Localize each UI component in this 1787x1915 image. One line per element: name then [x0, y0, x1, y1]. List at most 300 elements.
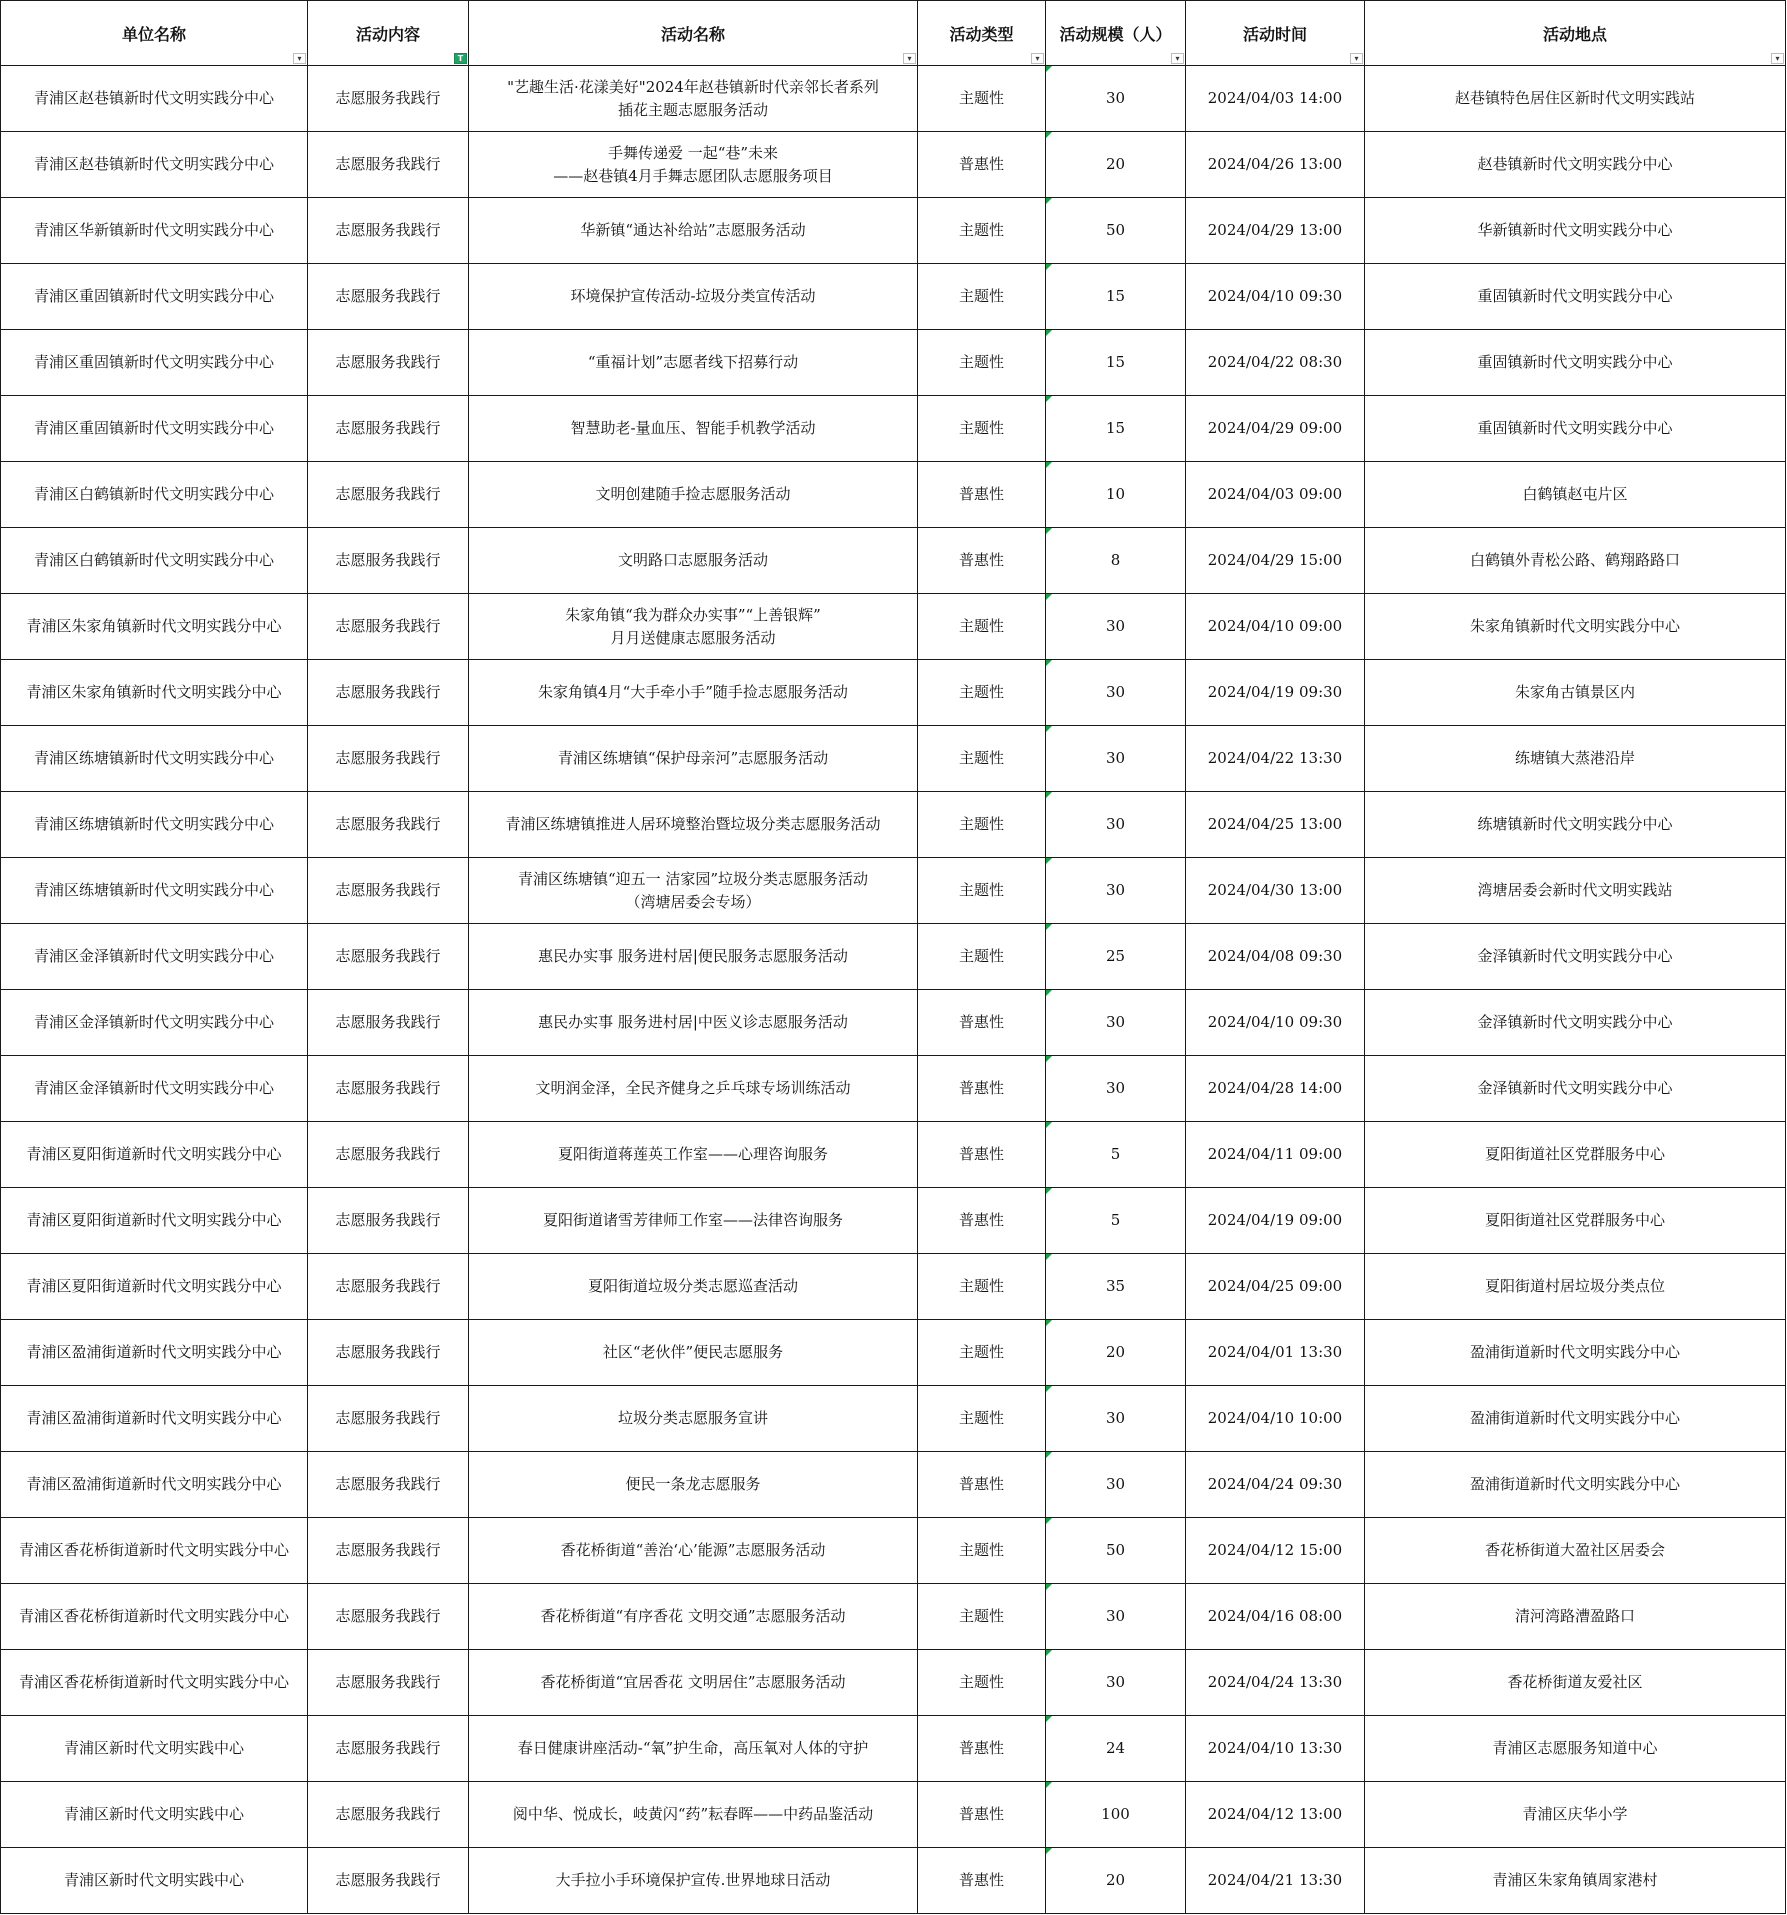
activity-time-header[interactable] — [1186, 1, 1365, 66]
activity-name-line: 月月送健康志愿服务活动 — [610, 628, 776, 647]
activity-time-cell-text: 2024/04/25 09:00 — [1207, 1277, 1343, 1295]
activity-name-cell[interactable] — [469, 1584, 918, 1650]
activity-place-cell[interactable] — [1365, 1584, 1786, 1650]
unit-name-cell[interactable] — [1, 1254, 308, 1320]
number-as-text-indicator-icon — [1046, 396, 1052, 402]
activity-content-cell[interactable] — [308, 330, 469, 396]
number-as-text-indicator-icon — [1046, 858, 1052, 864]
activity-time-cell-text: 2024/04/30 13:00 — [1207, 881, 1343, 899]
activity-place-cell-text: 重固镇新时代文明实践分中心 — [1477, 287, 1673, 305]
activity-time-cell[interactable] — [1186, 1584, 1365, 1650]
table-row — [1, 792, 1786, 858]
table-row — [1, 858, 1786, 924]
activity-time-cell[interactable] — [1186, 330, 1365, 396]
activity-time-cell[interactable] — [1186, 528, 1365, 594]
activity-scale-cell[interactable] — [1046, 1386, 1186, 1452]
activity-type-cell[interactable] — [918, 198, 1046, 264]
table-row — [1, 1518, 1786, 1584]
activity-time-cell-text: 2024/04/10 13:30 — [1207, 1739, 1343, 1757]
activity-content-cell[interactable] — [308, 132, 469, 198]
activity-name-cell[interactable] — [469, 528, 918, 594]
activity-type-cell[interactable] — [918, 660, 1046, 726]
filter-dropdown-icon[interactable]: ▾ — [903, 53, 916, 64]
activity-time-cell-text: 2024/04/01 13:30 — [1207, 1343, 1343, 1361]
activity-time-cell-text: 2024/04/24 13:30 — [1207, 1673, 1343, 1691]
activity-time-cell[interactable] — [1186, 1848, 1365, 1914]
activity-content-cell[interactable] — [308, 1518, 469, 1584]
activity-place-cell-text: 白鹤镇外青松公路、鹤翔路路口 — [1469, 551, 1680, 569]
activity-type-cell[interactable] — [918, 726, 1046, 792]
activity-type-cell[interactable] — [918, 924, 1046, 990]
activity-scale-cell[interactable] — [1046, 1584, 1186, 1650]
activity-type-cell-text: 主题性 — [958, 815, 1004, 833]
activity-type-cell-text: 主题性 — [958, 683, 1004, 701]
activity-name-cell[interactable] — [469, 396, 918, 462]
number-as-text-indicator-icon — [1046, 1782, 1052, 1788]
activity-time-cell[interactable] — [1186, 1782, 1365, 1848]
activity-time-cell[interactable] — [1186, 66, 1365, 132]
number-as-text-indicator-icon — [1046, 792, 1052, 798]
filter-dropdown-icon[interactable]: ▾ — [293, 53, 306, 64]
activity-place-cell-text: 重固镇新时代文明实践分中心 — [1477, 353, 1673, 371]
activity-name-cell[interactable] — [469, 858, 918, 924]
activity-name-cell[interactable] — [469, 792, 918, 858]
activity-type-cell[interactable] — [918, 1254, 1046, 1320]
activity-content-cell[interactable] — [308, 660, 469, 726]
unit-name-cell[interactable] — [1, 198, 308, 264]
unit-name-cell[interactable] — [1, 1386, 308, 1452]
activity-type-cell-text: 主题性 — [958, 221, 1004, 239]
unit-name-cell[interactable] — [1, 1650, 308, 1716]
activity-name-line: 大手拉小手环境保护宣传.世界地球日活动 — [555, 1871, 831, 1889]
unit-name-cell-text: 青浦区金泽镇新时代文明实践分中心 — [33, 947, 274, 965]
activity-time-cell[interactable] — [1186, 1518, 1365, 1584]
number-as-text-indicator-icon — [1046, 198, 1052, 204]
activity-content-cell[interactable] — [308, 726, 469, 792]
activity-time-cell-text: 2024/04/10 09:00 — [1207, 617, 1343, 635]
activity-content-cell[interactable] — [308, 396, 469, 462]
activity-name-header[interactable] — [469, 1, 918, 66]
activity-time-cell[interactable] — [1186, 1320, 1365, 1386]
unit-name-cell[interactable] — [1, 1584, 308, 1650]
activity-place-cell[interactable] — [1365, 66, 1786, 132]
activity-type-cell[interactable] — [918, 66, 1046, 132]
unit-name-cell[interactable] — [1, 264, 308, 330]
unit-name-cell[interactable] — [1, 1518, 308, 1584]
activity-content-cell[interactable] — [308, 1584, 469, 1650]
activity-content-cell[interactable] — [308, 1782, 469, 1848]
table-row — [1, 1584, 1786, 1650]
activity-place-cell[interactable] — [1365, 924, 1786, 990]
column-header-label: 活动地点 — [1542, 24, 1607, 44]
activity-time-cell[interactable] — [1186, 1452, 1365, 1518]
activity-time-cell[interactable] — [1186, 264, 1365, 330]
number-as-text-indicator-icon — [1046, 1848, 1052, 1854]
activity-name-cell[interactable] — [469, 198, 918, 264]
activity-type-cell[interactable] — [918, 1188, 1046, 1254]
activity-place-cell[interactable] — [1365, 1518, 1786, 1584]
activity-name-line: 青浦区练塘镇“保护母亲河”志愿服务活动 — [557, 749, 829, 767]
activity-time-cell[interactable] — [1186, 132, 1365, 198]
activity-scale-cell[interactable] — [1046, 198, 1186, 264]
activity-type-cell[interactable] — [918, 1386, 1046, 1452]
unit-name-cell[interactable] — [1, 396, 308, 462]
activity-type-cell[interactable] — [918, 462, 1046, 528]
activity-scale-cell[interactable] — [1046, 594, 1186, 660]
activity-place-cell-text: 朱家角古镇景区内 — [1514, 683, 1635, 701]
activity-place-cell[interactable] — [1365, 1386, 1786, 1452]
table-row — [1, 594, 1786, 660]
activity-type-cell[interactable] — [918, 990, 1046, 1056]
activity-type-cell[interactable] — [918, 1452, 1046, 1518]
activity-name-line: 阅中华、悦成长，岐黄闪“药”耘春晖——中药品鉴活动 — [512, 1805, 874, 1823]
unit-name-cell[interactable] — [1, 330, 308, 396]
activity-name-cell[interactable] — [469, 594, 918, 660]
activity-time-cell[interactable] — [1186, 1188, 1365, 1254]
unit-name-cell[interactable] — [1, 528, 308, 594]
unit-name-cell[interactable] — [1, 1452, 308, 1518]
activity-time-cell[interactable] — [1186, 726, 1365, 792]
activity-place-cell[interactable] — [1365, 198, 1786, 264]
activity-content-cell[interactable] — [308, 198, 469, 264]
unit-name-header[interactable] — [1, 1, 308, 66]
activity-type-cell-text: 主题性 — [958, 1673, 1004, 1691]
activity-scale-cell[interactable] — [1046, 1122, 1186, 1188]
activity-type-cell[interactable] — [918, 792, 1046, 858]
activity-place-cell[interactable] — [1365, 396, 1786, 462]
table-row — [1, 462, 1786, 528]
activity-scale-cell[interactable] — [1046, 528, 1186, 594]
activity-type-cell-text: 主题性 — [958, 1343, 1004, 1361]
activity-content-cell[interactable] — [308, 1188, 469, 1254]
activity-type-cell[interactable] — [918, 1650, 1046, 1716]
activity-scale-cell[interactable] — [1046, 990, 1186, 1056]
activity-name-line: 春日健康讲座活动-“氧”护生命，高压氧对人体的守护 — [517, 1739, 869, 1757]
activity-name-line: 文明润金泽，全民齐健身之乒乓球专场训练活动 — [535, 1079, 851, 1097]
filter-dropdown-icon[interactable]: ▾ — [1771, 53, 1784, 64]
activity-place-cell-text: 香花桥街道大盈社区居委会 — [1484, 1541, 1665, 1559]
activity-time-cell-text: 2024/04/29 09:00 — [1207, 419, 1343, 437]
unit-name-cell[interactable] — [1, 594, 308, 660]
number-as-text-indicator-icon — [1046, 1452, 1052, 1458]
activity-name-line: 朱家角镇“我为群众办实事”“上善银辉” — [565, 605, 821, 624]
activity-time-cell[interactable] — [1186, 1122, 1365, 1188]
activity-place-cell[interactable] — [1365, 462, 1786, 528]
activity-type-cell[interactable] — [918, 1782, 1046, 1848]
activity-scale-cell[interactable] — [1046, 462, 1186, 528]
activity-name-cell[interactable] — [469, 1716, 918, 1782]
activity-place-cell[interactable] — [1365, 1122, 1786, 1188]
activity-time-cell[interactable] — [1186, 1056, 1365, 1122]
activity-content-cell[interactable] — [308, 1320, 469, 1386]
unit-name-cell[interactable] — [1, 66, 308, 132]
activity-scale-cell[interactable] — [1046, 66, 1186, 132]
activity-place-cell[interactable] — [1365, 1452, 1786, 1518]
unit-name-cell[interactable] — [1, 1848, 308, 1914]
activity-scale-cell[interactable] — [1046, 330, 1186, 396]
activity-type-cell-text: 主题性 — [958, 1541, 1004, 1559]
unit-name-cell[interactable] — [1, 1188, 308, 1254]
activity-type-cell[interactable] — [918, 1122, 1046, 1188]
number-as-text-indicator-icon — [1046, 1188, 1052, 1194]
activity-time-cell[interactable] — [1186, 1386, 1365, 1452]
activity-name-cell[interactable] — [469, 1056, 918, 1122]
activity-content-cell[interactable] — [308, 990, 469, 1056]
filter-dropdown-icon[interactable]: ▾ — [1171, 53, 1184, 64]
activity-content-cell[interactable] — [308, 66, 469, 132]
activity-scale-header[interactable] — [1046, 1, 1186, 66]
activity-time-cell[interactable] — [1186, 1650, 1365, 1716]
activity-type-cell-text: 主题性 — [958, 353, 1004, 371]
activity-place-cell-text: 盈浦街道新时代文明实践分中心 — [1469, 1475, 1680, 1493]
activity-name-cell[interactable] — [469, 1254, 918, 1320]
activity-content-cell[interactable] — [308, 1848, 469, 1914]
column-header-label: 活动规模（人） — [1059, 24, 1172, 44]
activity-scale-cell[interactable] — [1046, 1848, 1186, 1914]
unit-name-cell-text: 青浦区盈浦街道新时代文明实践分中心 — [26, 1475, 282, 1493]
activity-name-cell[interactable] — [469, 660, 918, 726]
activity-name-cell[interactable] — [469, 264, 918, 330]
activity-time-cell[interactable] — [1186, 660, 1365, 726]
activity-content-cell[interactable] — [308, 594, 469, 660]
unit-name-cell[interactable] — [1, 660, 308, 726]
number-as-text-indicator-icon — [1046, 1518, 1052, 1524]
activity-place-cell[interactable] — [1365, 990, 1786, 1056]
activity-type-cell[interactable] — [918, 858, 1046, 924]
activity-time-cell-text: 2024/04/08 09:30 — [1207, 947, 1343, 965]
activity-place-cell[interactable] — [1365, 594, 1786, 660]
activity-scale-cell[interactable] — [1046, 1452, 1186, 1518]
unit-name-cell[interactable] — [1, 1716, 308, 1782]
unit-name-cell-text: 青浦区新时代文明实践中心 — [63, 1871, 244, 1889]
activity-scale-cell[interactable] — [1046, 1320, 1186, 1386]
activity-type-cell[interactable] — [918, 594, 1046, 660]
activity-time-cell[interactable] — [1186, 594, 1365, 660]
activity-place-cell-text: 赵巷镇新时代文明实践分中心 — [1477, 155, 1673, 173]
activity-name-line: 香花桥街道“有序香花 文明交通”志愿服务活动 — [540, 1607, 846, 1625]
activity-content-cell[interactable] — [308, 528, 469, 594]
unit-name-cell[interactable] — [1, 726, 308, 792]
activity-content-cell[interactable] — [308, 1254, 469, 1320]
activity-name-cell[interactable] — [469, 1320, 918, 1386]
activity-type-cell[interactable] — [918, 1584, 1046, 1650]
activity-type-cell-text: 普惠性 — [958, 551, 1004, 569]
activity-name-cell[interactable] — [469, 1518, 918, 1584]
activity-type-cell-text: 主题性 — [958, 617, 1004, 635]
activity-scale-cell[interactable] — [1046, 660, 1186, 726]
activity-place-cell[interactable] — [1365, 1320, 1786, 1386]
filter-dropdown-icon[interactable]: ▾ — [1350, 53, 1363, 64]
activity-time-cell[interactable] — [1186, 858, 1365, 924]
column-header-label: 单位名称 — [121, 24, 186, 44]
activity-type-cell[interactable] — [918, 396, 1046, 462]
unit-name-cell-text: 青浦区白鹤镇新时代文明实践分中心 — [33, 551, 274, 569]
unit-name-cell[interactable] — [1, 462, 308, 528]
number-as-text-indicator-icon — [1046, 264, 1052, 270]
activity-place-cell[interactable] — [1365, 1848, 1786, 1914]
activity-scale-cell[interactable] — [1046, 1782, 1186, 1848]
unit-name-cell[interactable] — [1, 1782, 308, 1848]
activity-place-cell[interactable] — [1365, 858, 1786, 924]
unit-name-cell[interactable] — [1, 1056, 308, 1122]
activity-content-cell[interactable] — [308, 924, 469, 990]
activity-place-cell[interactable] — [1365, 1716, 1786, 1782]
activity-content-cell[interactable] — [308, 462, 469, 528]
activity-scale-cell[interactable] — [1046, 1056, 1186, 1122]
activity-time-cell[interactable] — [1186, 1254, 1365, 1320]
activity-content-cell[interactable] — [308, 858, 469, 924]
activity-scale-cell[interactable] — [1046, 396, 1186, 462]
activity-scale-cell-text: 30 — [1105, 881, 1126, 899]
activity-time-cell-text: 2024/04/29 15:00 — [1207, 551, 1343, 569]
activity-content-cell[interactable] — [308, 792, 469, 858]
activity-content-cell-text: 志愿服务我践行 — [335, 881, 441, 899]
table-row — [1, 330, 1786, 396]
activity-name-cell[interactable] — [469, 1782, 918, 1848]
activity-type-cell[interactable] — [918, 264, 1046, 330]
activity-place-cell[interactable] — [1365, 1056, 1786, 1122]
activity-time-cell[interactable] — [1186, 990, 1365, 1056]
table-row — [1, 726, 1786, 792]
activity-type-cell[interactable] — [918, 528, 1046, 594]
activity-place-cell[interactable] — [1365, 528, 1786, 594]
activity-content-cell[interactable] — [308, 264, 469, 330]
activity-name-cell[interactable] — [469, 1122, 918, 1188]
filter-dropdown-icon[interactable]: ▾ — [1031, 53, 1044, 64]
activity-content-cell[interactable] — [308, 1386, 469, 1452]
activity-name-cell[interactable] — [469, 1848, 918, 1914]
activity-name-cell[interactable] — [469, 330, 918, 396]
activity-content-cell-text: 志愿服务我践行 — [335, 1277, 441, 1295]
activity-time-cell[interactable] — [1186, 198, 1365, 264]
table-row — [1, 264, 1786, 330]
activity-name-cell[interactable] — [469, 132, 918, 198]
activity-name-cell[interactable] — [469, 924, 918, 990]
activity-place-header[interactable] — [1365, 1, 1786, 66]
activity-type-cell-text: 普惠性 — [958, 1871, 1004, 1889]
activity-name-cell[interactable] — [469, 990, 918, 1056]
activity-content-cell-text: 志愿服务我践行 — [335, 1871, 441, 1889]
table-row — [1, 1716, 1786, 1782]
activity-content-cell[interactable] — [308, 1122, 469, 1188]
activity-place-cell-text: 盈浦街道新时代文明实践分中心 — [1469, 1343, 1680, 1361]
activity-type-cell[interactable] — [918, 1518, 1046, 1584]
activity-name-cell[interactable] — [469, 462, 918, 528]
activity-content-cell-text: 志愿服务我践行 — [335, 485, 441, 503]
activity-scale-cell-text: 20 — [1105, 1871, 1126, 1889]
activity-content-cell-text: 志愿服务我践行 — [335, 1805, 441, 1823]
activity-place-cell[interactable] — [1365, 1782, 1786, 1848]
activity-content-cell[interactable] — [308, 1650, 469, 1716]
activity-type-cell[interactable] — [918, 330, 1046, 396]
activity-scale-cell[interactable] — [1046, 1518, 1186, 1584]
activity-type-cell[interactable] — [918, 1716, 1046, 1782]
table-row — [1, 1782, 1786, 1848]
activity-scale-cell[interactable] — [1046, 264, 1186, 330]
number-as-text-indicator-icon — [1046, 1716, 1052, 1722]
activity-place-cell[interactable] — [1365, 1650, 1786, 1716]
filter-active-icon[interactable]: T — [454, 53, 467, 64]
activity-content-cell[interactable] — [308, 1452, 469, 1518]
unit-name-cell[interactable] — [1, 858, 308, 924]
activity-time-cell-text: 2024/04/21 13:30 — [1207, 1871, 1343, 1889]
unit-name-cell[interactable] — [1, 1122, 308, 1188]
activity-scale-cell[interactable] — [1046, 1254, 1186, 1320]
activity-place-cell[interactable] — [1365, 792, 1786, 858]
activity-time-cell[interactable] — [1186, 462, 1365, 528]
activity-scale-cell[interactable] — [1046, 858, 1186, 924]
activity-place-cell[interactable] — [1365, 726, 1786, 792]
activity-content-cell-text: 志愿服务我践行 — [335, 1739, 441, 1757]
activity-type-cell[interactable] — [918, 1848, 1046, 1914]
activity-name-cell[interactable] — [469, 726, 918, 792]
activity-content-cell-text: 志愿服务我践行 — [335, 947, 441, 965]
unit-name-cell-text: 青浦区练塘镇新时代文明实践分中心 — [33, 815, 274, 833]
unit-name-cell-text: 青浦区夏阳街道新时代文明实践分中心 — [26, 1277, 282, 1295]
activity-name-cell[interactable] — [469, 1452, 918, 1518]
activity-scale-cell[interactable] — [1046, 924, 1186, 990]
activity-type-cell[interactable] — [918, 1056, 1046, 1122]
activity-scale-cell[interactable] — [1046, 1716, 1186, 1782]
unit-name-cell[interactable] — [1, 990, 308, 1056]
activity-place-cell-text: 清河湾路漕盈路口 — [1514, 1607, 1635, 1625]
activity-name-line: 文明创建随手捡志愿服务活动 — [595, 485, 791, 503]
unit-name-cell[interactable] — [1, 924, 308, 990]
activity-name-cell[interactable] — [469, 1650, 918, 1716]
activity-time-cell[interactable] — [1186, 924, 1365, 990]
activity-type-cell[interactable] — [918, 1320, 1046, 1386]
activity-name-cell[interactable] — [469, 66, 918, 132]
activity-name-line: 手舞传递爱 一起“巷”未来 — [607, 143, 779, 162]
activity-place-cell-text: 练塘镇新时代文明实践分中心 — [1477, 815, 1673, 833]
activity-content-cell-text: 志愿服务我践行 — [335, 287, 441, 305]
activity-time-cell-text: 2024/04/24 09:30 — [1207, 1475, 1343, 1493]
activity-scale-cell[interactable] — [1046, 726, 1186, 792]
unit-name-cell-text: 青浦区练塘镇新时代文明实践分中心 — [33, 749, 274, 767]
activity-place-cell[interactable] — [1365, 264, 1786, 330]
activity-scale-cell[interactable] — [1046, 1188, 1186, 1254]
activity-content-cell-text: 志愿服务我践行 — [335, 1475, 441, 1493]
activity-content-cell[interactable] — [308, 1056, 469, 1122]
activity-name-cell[interactable] — [469, 1188, 918, 1254]
activity-type-cell-text: 主题性 — [958, 1277, 1004, 1295]
activity-scale-cell[interactable] — [1046, 792, 1186, 858]
activity-place-cell[interactable] — [1365, 1254, 1786, 1320]
unit-name-cell[interactable] — [1, 132, 308, 198]
activity-time-cell[interactable] — [1186, 792, 1365, 858]
unit-name-cell[interactable] — [1, 1320, 308, 1386]
activity-place-cell[interactable] — [1365, 660, 1786, 726]
activity-content-cell-text: 志愿服务我践行 — [335, 419, 441, 437]
activity-scale-cell[interactable] — [1046, 132, 1186, 198]
activity-type-header[interactable] — [918, 1, 1046, 66]
activity-content-header[interactable] — [308, 1, 469, 66]
unit-name-cell-text: 青浦区香花桥街道新时代文明实践分中心 — [18, 1607, 289, 1625]
activity-place-cell-text: 夏阳街道村居垃圾分类点位 — [1484, 1277, 1665, 1295]
activity-time-cell[interactable] — [1186, 396, 1365, 462]
unit-name-cell[interactable] — [1, 792, 308, 858]
activity-content-cell[interactable] — [308, 1716, 469, 1782]
activity-name-cell[interactable] — [469, 1386, 918, 1452]
activity-scale-cell-text: 100 — [1101, 1805, 1130, 1823]
activity-place-cell[interactable] — [1365, 132, 1786, 198]
activity-type-cell[interactable] — [918, 132, 1046, 198]
activity-place-cell[interactable] — [1365, 1188, 1786, 1254]
activity-place-cell[interactable] — [1365, 330, 1786, 396]
table-row — [1, 396, 1786, 462]
activity-scale-cell[interactable] — [1046, 1650, 1186, 1716]
activity-time-cell[interactable] — [1186, 1716, 1365, 1782]
